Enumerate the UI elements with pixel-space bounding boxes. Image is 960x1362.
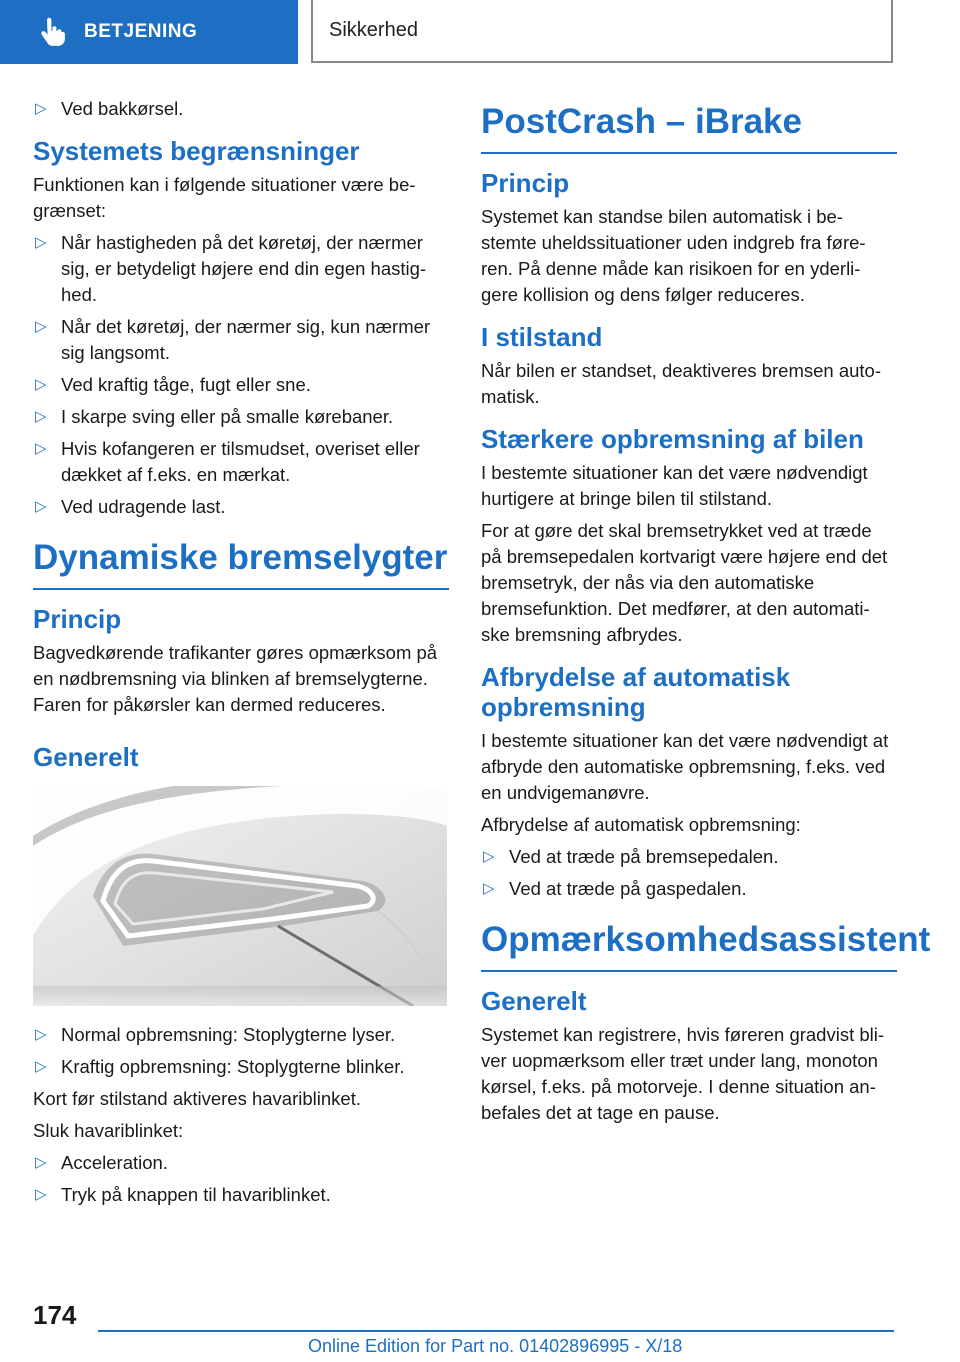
triangle-bullet-icon: ▷ (35, 408, 47, 425)
list-item: ▷ Kraftig opbremsning: Stoplygterne blinker. (33, 1054, 449, 1080)
left-column (33, 96, 449, 1214)
limits-heading: Systemets begrænsninger (33, 136, 360, 166)
stronger-braking-text-1: I bestemte situationer kan det være nødvendigt hurtigere at bringe bilen til stilstand. (481, 462, 868, 509)
hazard-off-text: Sluk havariblinket: (33, 1120, 184, 1141)
chapter-tab-label: BETJENING (84, 21, 198, 42)
interrupt-text-1: I bestemte situationer kan det være nødvendigt at afbryde den automatiske opbremsning, f.eks. ved en undvigemanøvre. (481, 730, 889, 803)
right-column (481, 96, 931, 1132)
page-number: 174 (33, 1300, 77, 1330)
limits-list (33, 230, 449, 520)
triangle-bullet-icon: ▷ (35, 440, 47, 457)
list-item: ▷ Når hastigheden på det køretøj, der nærmer sig, er betydeligt højere end din egen hastig-hed. (35, 232, 427, 305)
general-heading: Generelt (481, 986, 587, 1016)
general-text: Systemet kan registrere, hvis føreren gradvist bli-ver uopmærksom eller træt under lang, monoton kørsel, f.eks. på motorveje. I denne situation an-befales det at tage en pause. (481, 1024, 885, 1123)
list-item: ▷ Acceleration. (33, 1150, 449, 1176)
list-item: ▷ Ved at træde på bremsepedalen. (481, 844, 897, 870)
principle-text: Bagvedkørende trafikanter gøres opmærksom på en nødbremsning via blinken af bremselygterne. Faren for påkørsler kan dermed reduceres. (33, 642, 438, 715)
stronger-braking-text-2: For at gøre det skal bremsetrykket ved at træde på bremsepedalen kortvarigt være højere end det bremsetryk, der nås via den automatiske bremsefunktion. Det medfører, at den automati-ske bremsning afbrydes. (481, 520, 888, 645)
general-heading: Generelt (33, 742, 139, 772)
triangle-bullet-icon: ▷ (483, 848, 495, 865)
list-item: ▷ Hvis kofangeren er tilsmudset, overiset eller dækket af f.eks. en mærkat. (35, 438, 420, 485)
standstill-heading: I stilstand (481, 322, 603, 352)
footer-divider (98, 1330, 894, 1332)
top-bullet-list (33, 96, 449, 122)
hazard-text: Kort før stilstand aktiveres havariblinket. (33, 1088, 361, 1109)
dynamic-brake-lights-heading: Dynamiske bremselygter (33, 538, 449, 590)
triangle-bullet-icon: ▷ (35, 1058, 47, 1075)
triangle-bullet-icon: ▷ (35, 318, 47, 335)
interrupt-list (481, 844, 897, 902)
list-item: ▷ Normal opbremsning: Stoplygterne lyser. (33, 1022, 449, 1048)
interrupt-text-2: Afbrydelse af automatisk opbremsning: (481, 814, 801, 835)
section-title-label: Sikkerhed (329, 19, 418, 41)
triangle-bullet-icon: ▷ (35, 1026, 47, 1043)
limits-intro: Funktionen kan i følgende situationer være be-grænset: (33, 174, 416, 221)
attention-assistant-heading: Opmærksomhedsassistent (481, 920, 897, 972)
list-item: ▷ Når det køretøj, der nærmer sig, kun nærmer sig langsomt. (35, 316, 431, 363)
list-item: ▷ Ved kraftig tåge, fugt eller sne. (33, 372, 449, 398)
triangle-bullet-icon: ▷ (35, 234, 47, 251)
hand-pointer-icon (36, 16, 68, 48)
brake-list (33, 1022, 449, 1080)
principle-heading: Princip (33, 604, 122, 634)
interrupt-heading: Afbrydelse af automatisk opbremsning (481, 662, 791, 722)
section-title (311, 0, 893, 63)
list-item: ▷ Ved udragende last. (33, 494, 449, 520)
edition-text: Online Edition for Part no. 01402896995 - X/18 (308, 1336, 683, 1356)
triangle-bullet-icon: ▷ (35, 100, 47, 117)
list-item: ▷ Ved bakkørsel. (33, 96, 449, 122)
triangle-bullet-icon: ▷ (35, 376, 47, 393)
triangle-bullet-icon: ▷ (483, 880, 495, 897)
postcrash-heading: PostCrash – iBrake (481, 102, 897, 154)
stronger-braking-heading: Stærkere opbremsning af bilen (481, 424, 864, 454)
standstill-text: Når bilen er standset, deaktiveres bremsen auto-matisk. (481, 360, 882, 407)
list-item: ▷ Ved at træde på gaspedalen. (481, 876, 897, 902)
chapter-tab[interactable] (0, 0, 298, 64)
list-item: ▷ I skarpe sving eller på smalle kørebaner. (33, 404, 449, 430)
tail-light-image (33, 786, 447, 1006)
hazard-off-list (33, 1150, 449, 1208)
principle-text: Systemet kan standse bilen automatisk i be-stemte uheldssituationer uden indgreb fra føre-ren. På denne måde kan risikoen for en yderli-gere kollision og dens følger reduceres. (481, 206, 866, 305)
principle-heading: Princip (481, 168, 570, 198)
triangle-bullet-icon: ▷ (35, 1154, 47, 1171)
triangle-bullet-icon: ▷ (35, 498, 47, 515)
triangle-bullet-icon: ▷ (35, 1186, 47, 1203)
list-item: ▷ Tryk på knappen til havariblinket. (33, 1182, 449, 1208)
